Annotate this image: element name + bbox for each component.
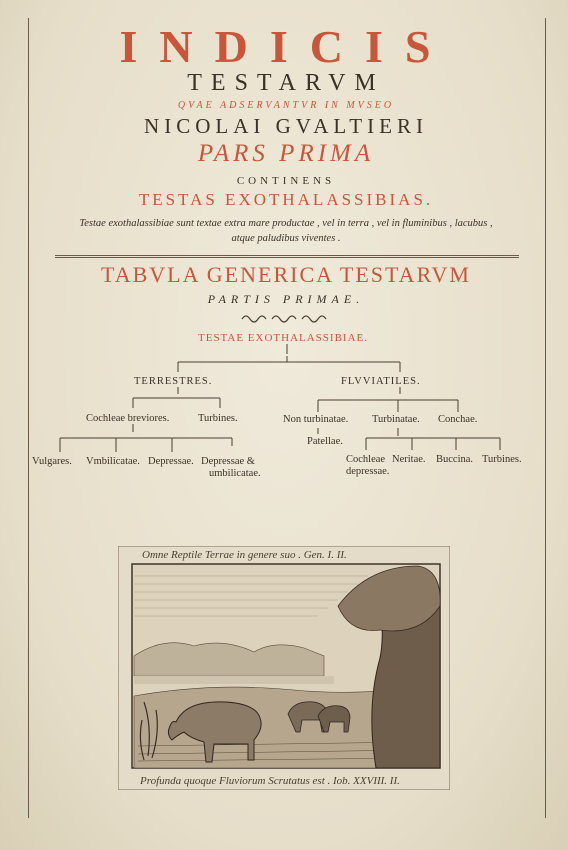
tree-patellae: Patellae. <box>307 436 343 447</box>
title-testarum: TESTARVM <box>187 70 385 96</box>
tree-depressae-umb-1: Depressae & <box>201 456 255 467</box>
tree-turbines: Turbines. <box>198 413 238 424</box>
description-line-2: atque paludibus viventes . <box>231 233 341 244</box>
tree-conchae: Conchae. <box>438 414 478 425</box>
tabula-title: TABVLA GENERICA TESTARVM <box>101 262 471 287</box>
tree-cochleae-dep-2: depressae. <box>346 466 390 477</box>
line-quae: QVAE ADSERVANTVR IN MVSEO <box>177 100 395 111</box>
tree-buccina: Buccina. <box>436 454 474 465</box>
engraving-illustration <box>118 546 450 790</box>
tree-cochleae-dep-1: Cochleae <box>346 454 386 465</box>
engraving-caption-top: Omne Reptile Terrae in genere suo . Gen. I. II. <box>142 549 347 561</box>
tree-root: TESTAE EXOTHALASSIBIAE. <box>198 332 368 344</box>
tree-turbines-2: Turbines. <box>482 454 522 465</box>
title-indicis: INDICIS <box>119 21 453 72</box>
description-line-1: Testae exothalassibiae sunt textae extra mare productae , vel in terra , vel in fluminibus , lacubus , <box>79 218 493 229</box>
tabula-subtitle: PARTIS PRIMAE. <box>207 292 365 306</box>
tree-neritae: Neritae. <box>392 454 426 465</box>
tree-cochleae-breviores: Cochleae breviores. <box>86 413 170 424</box>
tree-terrestres: TERRESTRES. <box>134 376 213 387</box>
tree-umbilicatae: Vmbilicatae. <box>86 456 140 467</box>
tree-depressae-umb-2: umbilicatae. <box>209 468 261 479</box>
tree-vulgares: Vulgares. <box>32 456 72 467</box>
tree-turbinatae: Turbinatae. <box>372 414 420 425</box>
pars-prima: PARS PRIMA <box>197 140 375 167</box>
tree-depressae: Depressae. <box>148 456 194 467</box>
tree-non-turbinatae: Non turbinatae. <box>283 414 349 425</box>
engraving-caption-bottom: Profunda quoque Fluviorum Scrutatus est . Iob. XXVIII. II. <box>140 775 400 787</box>
testas-heading: TESTAS EXOTHALASSIBIAS. <box>138 190 434 209</box>
tree-fluviatiles: FLVVIATILES. <box>341 376 421 387</box>
author-name: NICOLAI GVALTIERI <box>144 114 428 138</box>
continens: CONTINENS <box>236 175 336 187</box>
